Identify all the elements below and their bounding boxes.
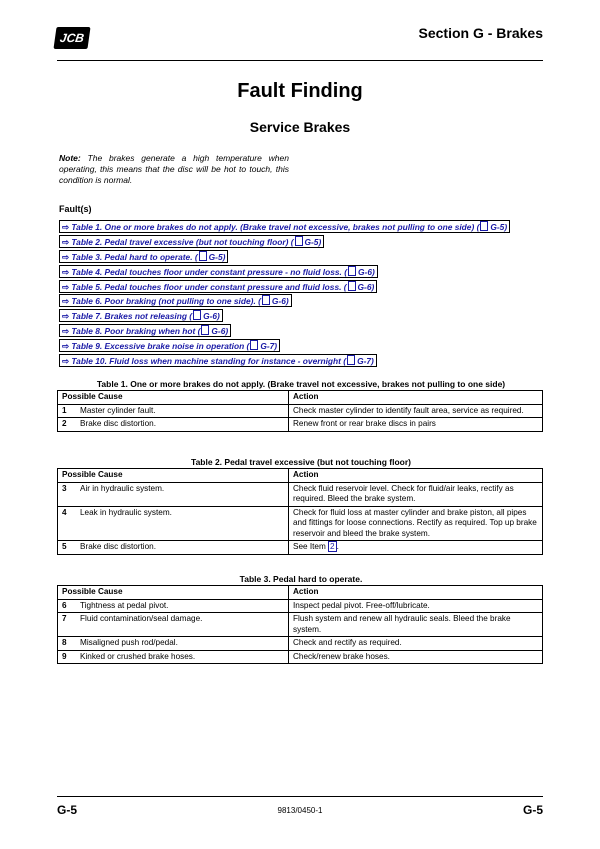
column-header-cause: Possible Cause: [58, 586, 289, 600]
page-icon: [347, 355, 355, 365]
row-cause: Tightness at pedal pivot.: [76, 599, 289, 613]
footer-divider: [57, 796, 543, 797]
page-icon: [250, 340, 258, 350]
section-title: Section G - Brakes: [418, 25, 543, 41]
page-icon: [480, 221, 488, 231]
row-number: 7: [58, 613, 77, 637]
page-icon: [348, 266, 356, 276]
page-number-left: G-5: [57, 803, 78, 817]
fault-link-page: G-5: [304, 236, 319, 247]
fault-link-page: G-6: [203, 311, 218, 322]
fault-table-1: [57, 390, 543, 432]
fault-link-page: G-7: [260, 341, 275, 352]
arrow-right-icon: ⇨: [62, 296, 70, 307]
faults-heading: Fault(s): [59, 204, 92, 214]
fault-link-page: G-6: [357, 281, 372, 292]
table-row: [58, 404, 543, 418]
fault-link-table-3[interactable]: ⇨ Table 3. Pedal hard to operate. ( G-5): [59, 250, 228, 263]
fault-link-page: G-6: [358, 266, 372, 277]
fault-link-text: Table 4. Pedal touches floor under constant pressure - no fluid loss. (: [71, 266, 348, 277]
note-text: The brakes generate a high temperature when operating, this means that the disc will be hot to touch, this condition is normal.: [59, 153, 289, 185]
table-row: [58, 541, 543, 555]
fault-link-table-8[interactable]: ⇨ Table 8. Poor braking when hot ( G-6): [59, 324, 231, 337]
row-action: Flush system and renew all hydraulic seals. Bleed the brake system.: [289, 613, 543, 637]
fault-link-page: G-5: [208, 251, 223, 262]
page-icon: [262, 295, 270, 305]
row-action: Check and rectify as required.: [289, 637, 543, 651]
row-number: 8: [58, 637, 77, 651]
fault-link-text: Table 6. Poor braking (not pulling to one side). (: [71, 296, 261, 307]
header-divider: [57, 60, 543, 61]
fault-link-table-2[interactable]: ⇨ Table 2. Pedal travel excessive (but not touching floor) ( G-5): [59, 235, 324, 248]
fault-link-text: Table 7. Brakes not releasing (: [71, 311, 193, 322]
row-cause: Misaligned push rod/pedal.: [76, 637, 289, 651]
arrow-right-icon: ⇨: [62, 341, 70, 352]
row-cause: Leak in hydraulic system.: [76, 506, 289, 541]
fault-link-table-7[interactable]: ⇨ Table 7. Brakes not releasing ( G-6): [59, 309, 223, 322]
fault-link-text: Table 2. Pedal travel excessive (but not touching floor) (: [71, 236, 294, 247]
fault-link-text: Table 1. One or more brakes do not apply. (Brake travel not excessive, brakes not pulling to one side) (: [71, 222, 480, 232]
column-header-action: Action: [289, 469, 543, 483]
row-action: Check master cylinder to identify fault area, service as required.: [289, 404, 543, 418]
see-item-end: .: [336, 542, 339, 551]
fault-link-table-1[interactable]: ⇨ Table 1. One or more brakes do not apply. (Brake travel not excessive, brakes not pulling to one side) ( G-5): [59, 220, 510, 233]
table-row: [58, 650, 543, 664]
row-action: [289, 541, 543, 555]
fault-table-2: [57, 468, 543, 555]
fault-link-page: G-7: [357, 356, 372, 367]
document-number: 9813/0450-1: [277, 806, 323, 815]
page-icon: [295, 236, 303, 246]
table-3-caption: Table 3. Pedal hard to operate.: [239, 574, 363, 584]
table-row: [58, 599, 543, 613]
note-paragraph: [59, 153, 289, 186]
fault-table-3: [57, 585, 543, 664]
row-number: 4: [58, 506, 77, 541]
table-row: [58, 506, 543, 541]
row-action: Inspect pedal pivot. Free-off/lubricate.: [289, 599, 543, 613]
page-number-right: G-5: [522, 803, 543, 817]
table-row: [58, 418, 543, 432]
page-icon: [199, 251, 207, 261]
fault-link-text: Table 3. Pedal hard to operate. (: [71, 251, 198, 262]
column-header-action: Action: [289, 391, 543, 405]
row-number: 3: [58, 482, 77, 506]
page-subtitle: Service Brakes: [249, 119, 351, 135]
row-cause: Master cylinder fault.: [76, 404, 289, 418]
page-icon: [193, 310, 201, 320]
table-row: [58, 637, 543, 651]
fault-link-page: G-5: [490, 222, 505, 232]
fault-link-table-10[interactable]: ⇨ Table 10. Fluid loss when machine standing for instance - overnight ( G-7): [59, 354, 377, 367]
fault-link-page: G-6: [271, 296, 286, 307]
note-label: Note:: [59, 153, 81, 163]
row-cause: Brake disc distortion.: [76, 541, 289, 555]
item-reference-link[interactable]: 2: [330, 542, 335, 551]
column-header-action: Action: [289, 586, 543, 600]
row-number: 1: [58, 404, 77, 418]
table-row: [58, 613, 543, 637]
fault-link-text: Table 8. Poor braking when hot (: [71, 326, 201, 337]
row-cause: Kinked or crushed brake hoses.: [76, 650, 289, 664]
arrow-right-icon: ⇨: [62, 251, 70, 262]
page-title: Fault Finding: [237, 80, 363, 102]
table-2-caption: Table 2. Pedal travel excessive (but not touching floor): [191, 457, 411, 467]
row-number: 6: [58, 599, 77, 613]
arrow-right-icon: ⇨: [62, 222, 70, 232]
fault-link-table-9[interactable]: ⇨ Table 9. Excessive brake noise in operation ( G-7): [59, 339, 280, 352]
jcb-logo: JCB: [53, 27, 90, 49]
fault-link-table-5[interactable]: ⇨ Table 5. Pedal touches floor under constant pressure and fluid loss. ( G-6): [59, 280, 377, 293]
row-action: Check fluid reservoir level. Check for fluid/air leaks, rectify as required. Bleed the brake system.: [289, 482, 543, 506]
column-header-cause: Possible Cause: [58, 391, 289, 405]
fault-link-table-6[interactable]: ⇨ Table 6. Poor braking (not pulling to one side). ( G-6): [59, 294, 292, 307]
arrow-right-icon: ⇨: [62, 236, 70, 247]
arrow-right-icon: ⇨: [62, 281, 70, 292]
row-cause: Fluid contamination/seal damage.: [76, 613, 289, 637]
fault-link-table-4[interactable]: ⇨ Table 4. Pedal touches floor under constant pressure - no fluid loss. ( G-6): [59, 265, 378, 278]
arrow-right-icon: ⇨: [62, 356, 70, 367]
fault-link-text: Table 9. Excessive brake noise in operation (: [71, 341, 250, 352]
table-row: [58, 482, 543, 506]
fault-link-page: G-6: [211, 326, 226, 337]
see-item-text: See Item: [293, 542, 329, 551]
row-number: 9: [58, 650, 77, 664]
row-number: 5: [58, 541, 77, 555]
table-1-caption: Table 1. One or more brakes do not apply. (Brake travel not excessive, brakes not pulling to one side): [96, 379, 506, 389]
column-header-cause: Possible Cause: [58, 469, 289, 483]
row-number: 2: [58, 418, 77, 432]
arrow-right-icon: ⇨: [62, 266, 70, 277]
row-action: Check/renew brake hoses.: [289, 650, 543, 664]
fault-link-list: [59, 217, 549, 366]
page-icon: [201, 325, 209, 335]
arrow-right-icon: ⇨: [62, 326, 70, 337]
row-action: Check for fluid loss at master cylinder and brake piston, all pipes and fittings for loose connections. Rectify as required. Top up brake reservoir and bleed the brake system.: [289, 506, 543, 541]
row-cause: Brake disc distortion.: [76, 418, 289, 432]
row-action: Renew front or rear brake discs in pairs: [289, 418, 543, 432]
fault-link-text: Table 10. Fluid loss when machine standing for instance - overnight (: [71, 356, 347, 367]
row-cause: Air in hydraulic system.: [76, 482, 289, 506]
arrow-right-icon: ⇨: [62, 311, 70, 322]
page-icon: [348, 281, 356, 291]
fault-link-text: Table 5. Pedal touches floor under constant pressure and fluid loss. (: [71, 281, 347, 292]
